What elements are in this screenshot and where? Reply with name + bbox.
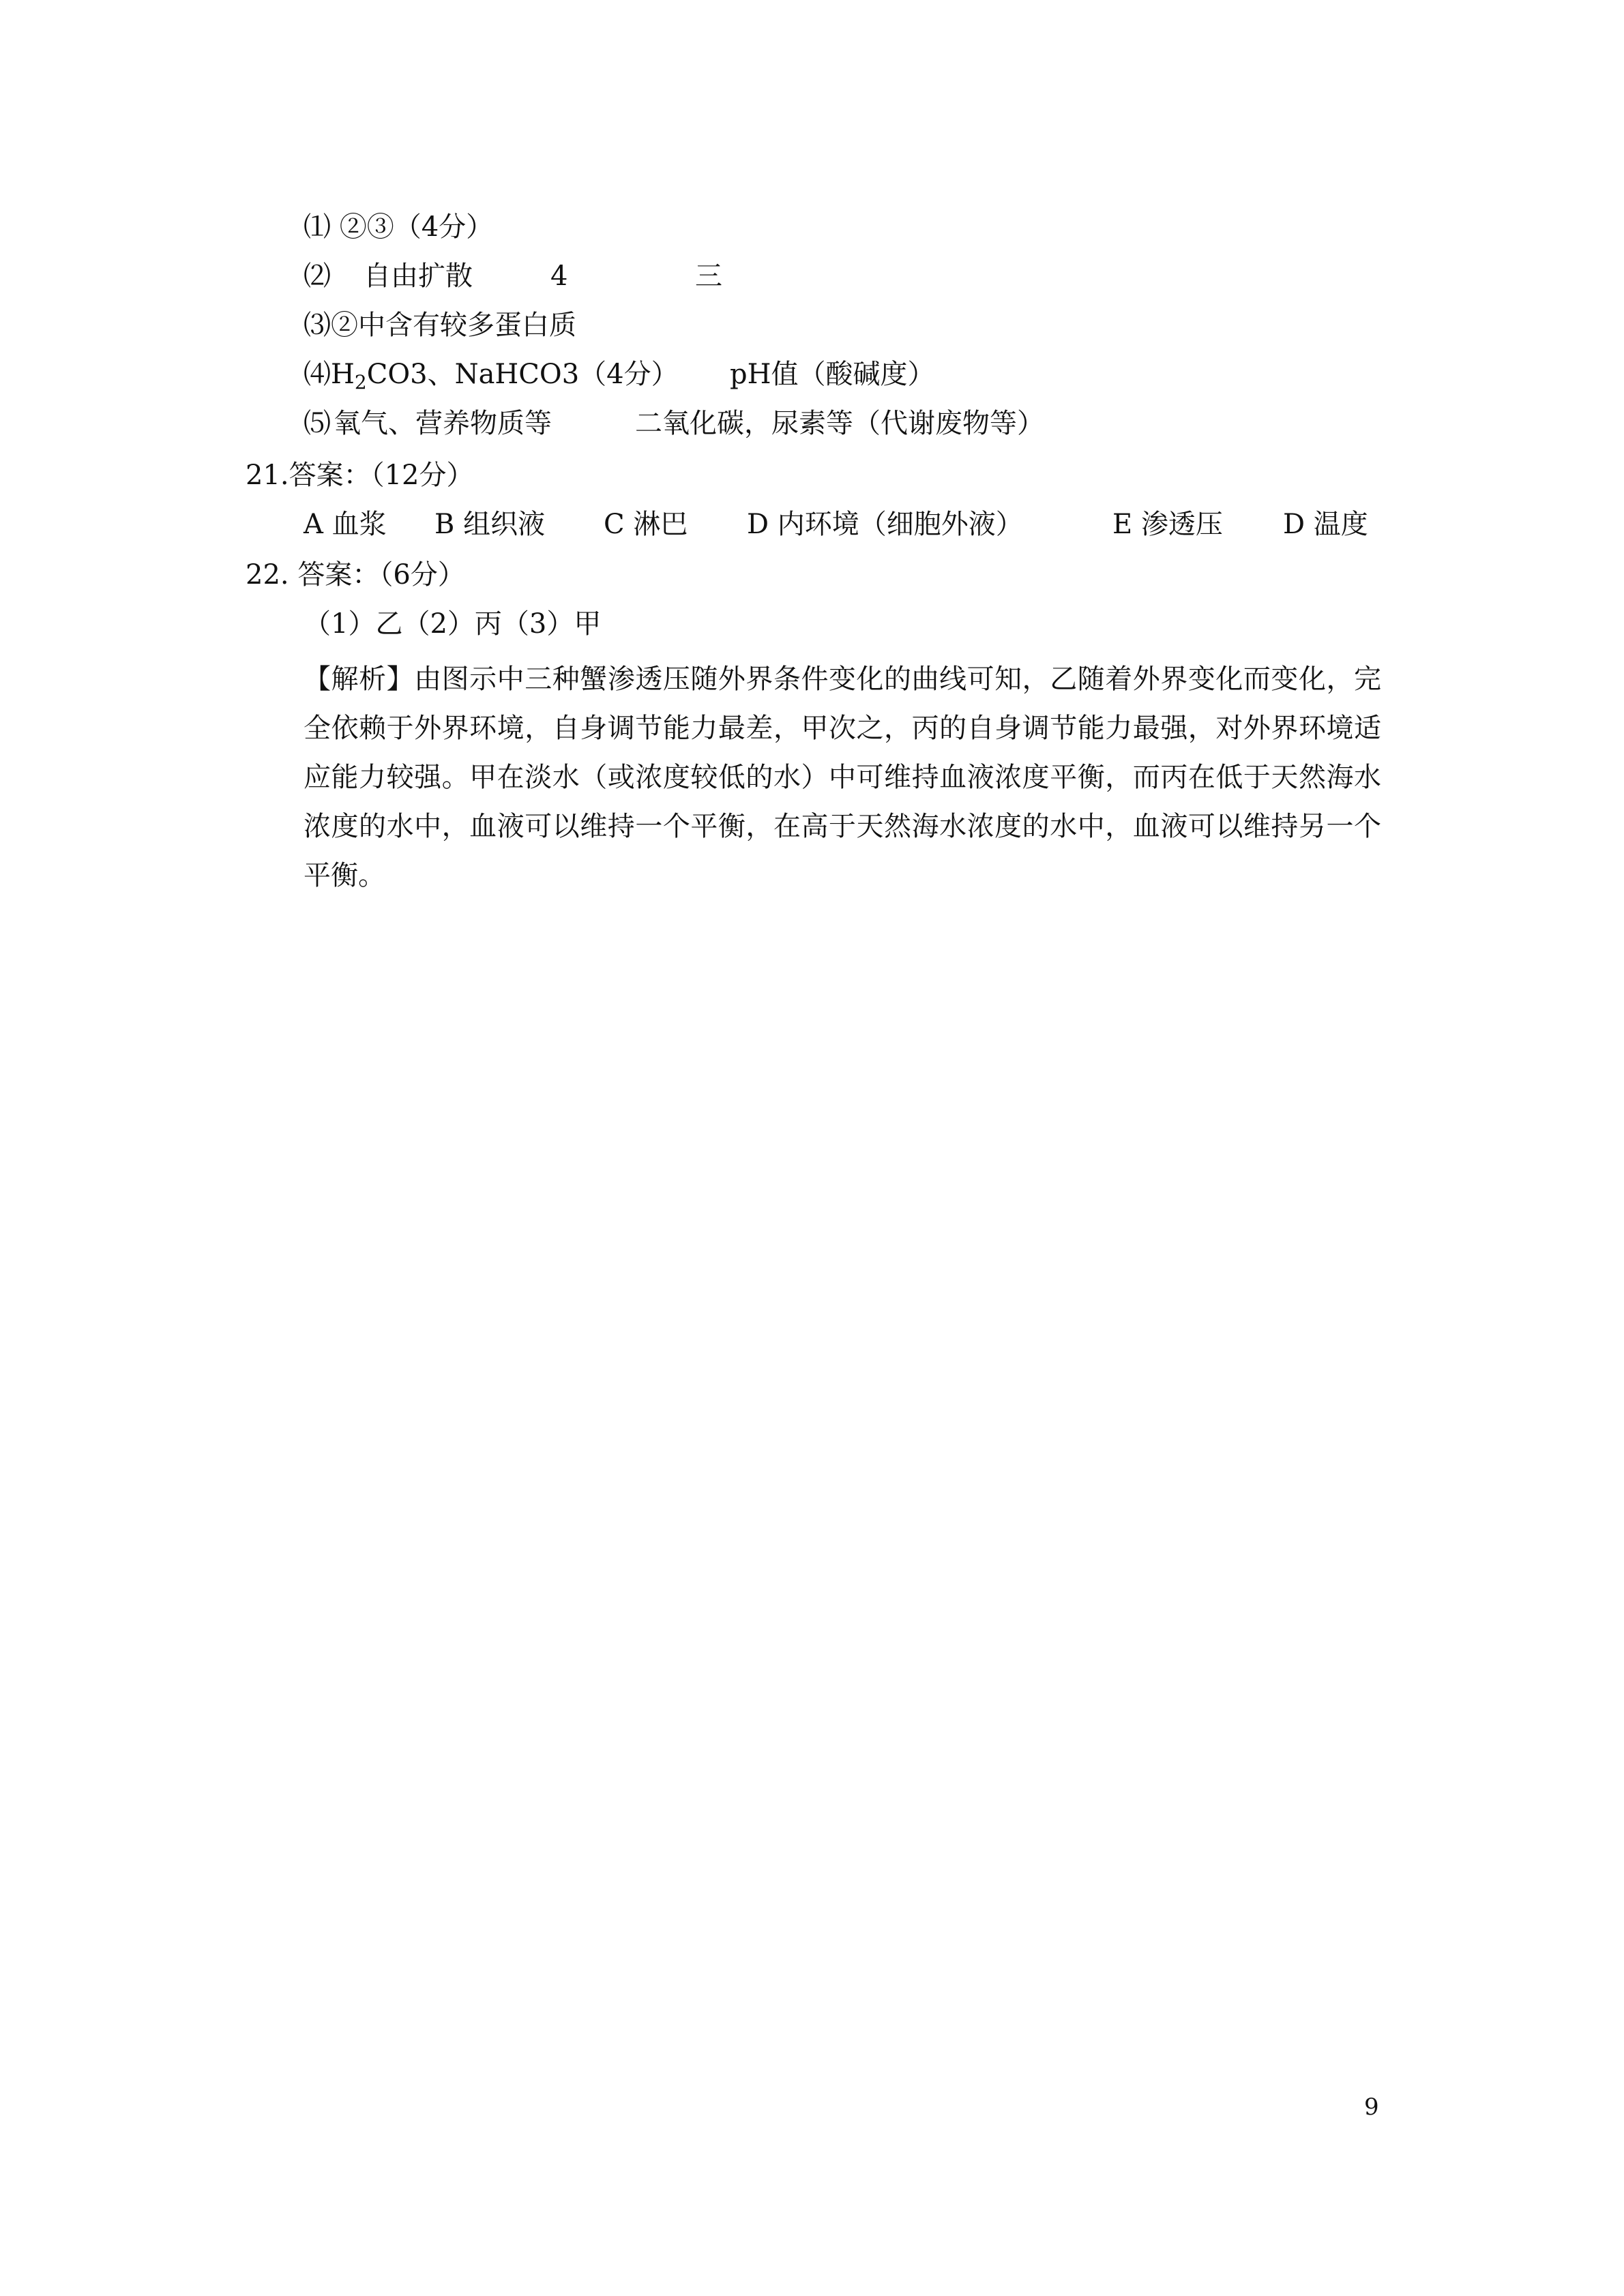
q20-answer-4-subscript: 2 bbox=[354, 371, 367, 393]
q20-answer-2-count: 4 bbox=[550, 260, 568, 292]
q21-item-a: A 血浆 bbox=[304, 509, 387, 540]
q20-answer-4-rest: CO3、NaHCO3（4分） bbox=[366, 359, 679, 390]
q20-answer-1: ⑴ ②③（4分） bbox=[304, 211, 494, 243]
q20-answer-2-term: 自由扩散 bbox=[364, 260, 473, 292]
q20-answer-4-h: H bbox=[331, 359, 355, 390]
q22-analysis: 【解析】由图示中三种蟹渗透压随外界条件变化的曲线可知，乙随着外界变化而变化，完全依赖于外界环境，自身调节能力最差，甲次之，丙的自身调节能力最强，对外界环境适应能力较强。甲在淡水（或浓度较低的水）中可维持血液浓度平衡，而丙在低于天然海水浓度的水中，血液可以维持一个平衡，在高于天然海水浓度的水中，血液可以维持另一个平衡。 bbox=[304, 664, 1381, 891]
q20-answer-4-formulas bbox=[304, 356, 679, 401]
q20-answer-4 bbox=[304, 356, 1190, 393]
q22-heading: 22. 答案：（6分） bbox=[246, 559, 465, 591]
q20-answer-2-number: ⑵ bbox=[304, 260, 331, 292]
q20-answer-5 bbox=[304, 405, 1190, 442]
q21-answer-row bbox=[304, 506, 1395, 543]
page-number: 9 bbox=[1364, 2093, 1379, 2121]
q21-item-e: E 渗透压 bbox=[1112, 509, 1223, 540]
q21-item-c: C 淋巴 bbox=[604, 509, 688, 540]
q21-heading: 21.答案：（12分） bbox=[246, 460, 474, 491]
q21-item-d: D 内环境（细胞外液） bbox=[747, 509, 1023, 540]
q22-answers: （1）乙（2）丙（3）甲 bbox=[304, 608, 602, 640]
q20-answer-4-number: ⑷ bbox=[304, 359, 331, 390]
q20-answer-5-co2: 二氧化碳，尿素等（代谢废物等） bbox=[635, 408, 1044, 439]
q21-item-b: B 组织液 bbox=[434, 509, 546, 540]
q20-answer-2 bbox=[304, 258, 1122, 295]
q20-answer-4-ph: pH值（酸碱度） bbox=[730, 359, 935, 390]
q20-answer-5-oxygen: 氧气、营养物质等 bbox=[334, 408, 552, 439]
q21-item-d2: D 温度 bbox=[1283, 509, 1368, 540]
q20-answer-5-number: ⑸ bbox=[304, 408, 331, 439]
q20-answer-2-level: 三 bbox=[695, 260, 722, 292]
q20-answer-3: ⑶②中含有较多蛋白质 bbox=[304, 310, 576, 341]
